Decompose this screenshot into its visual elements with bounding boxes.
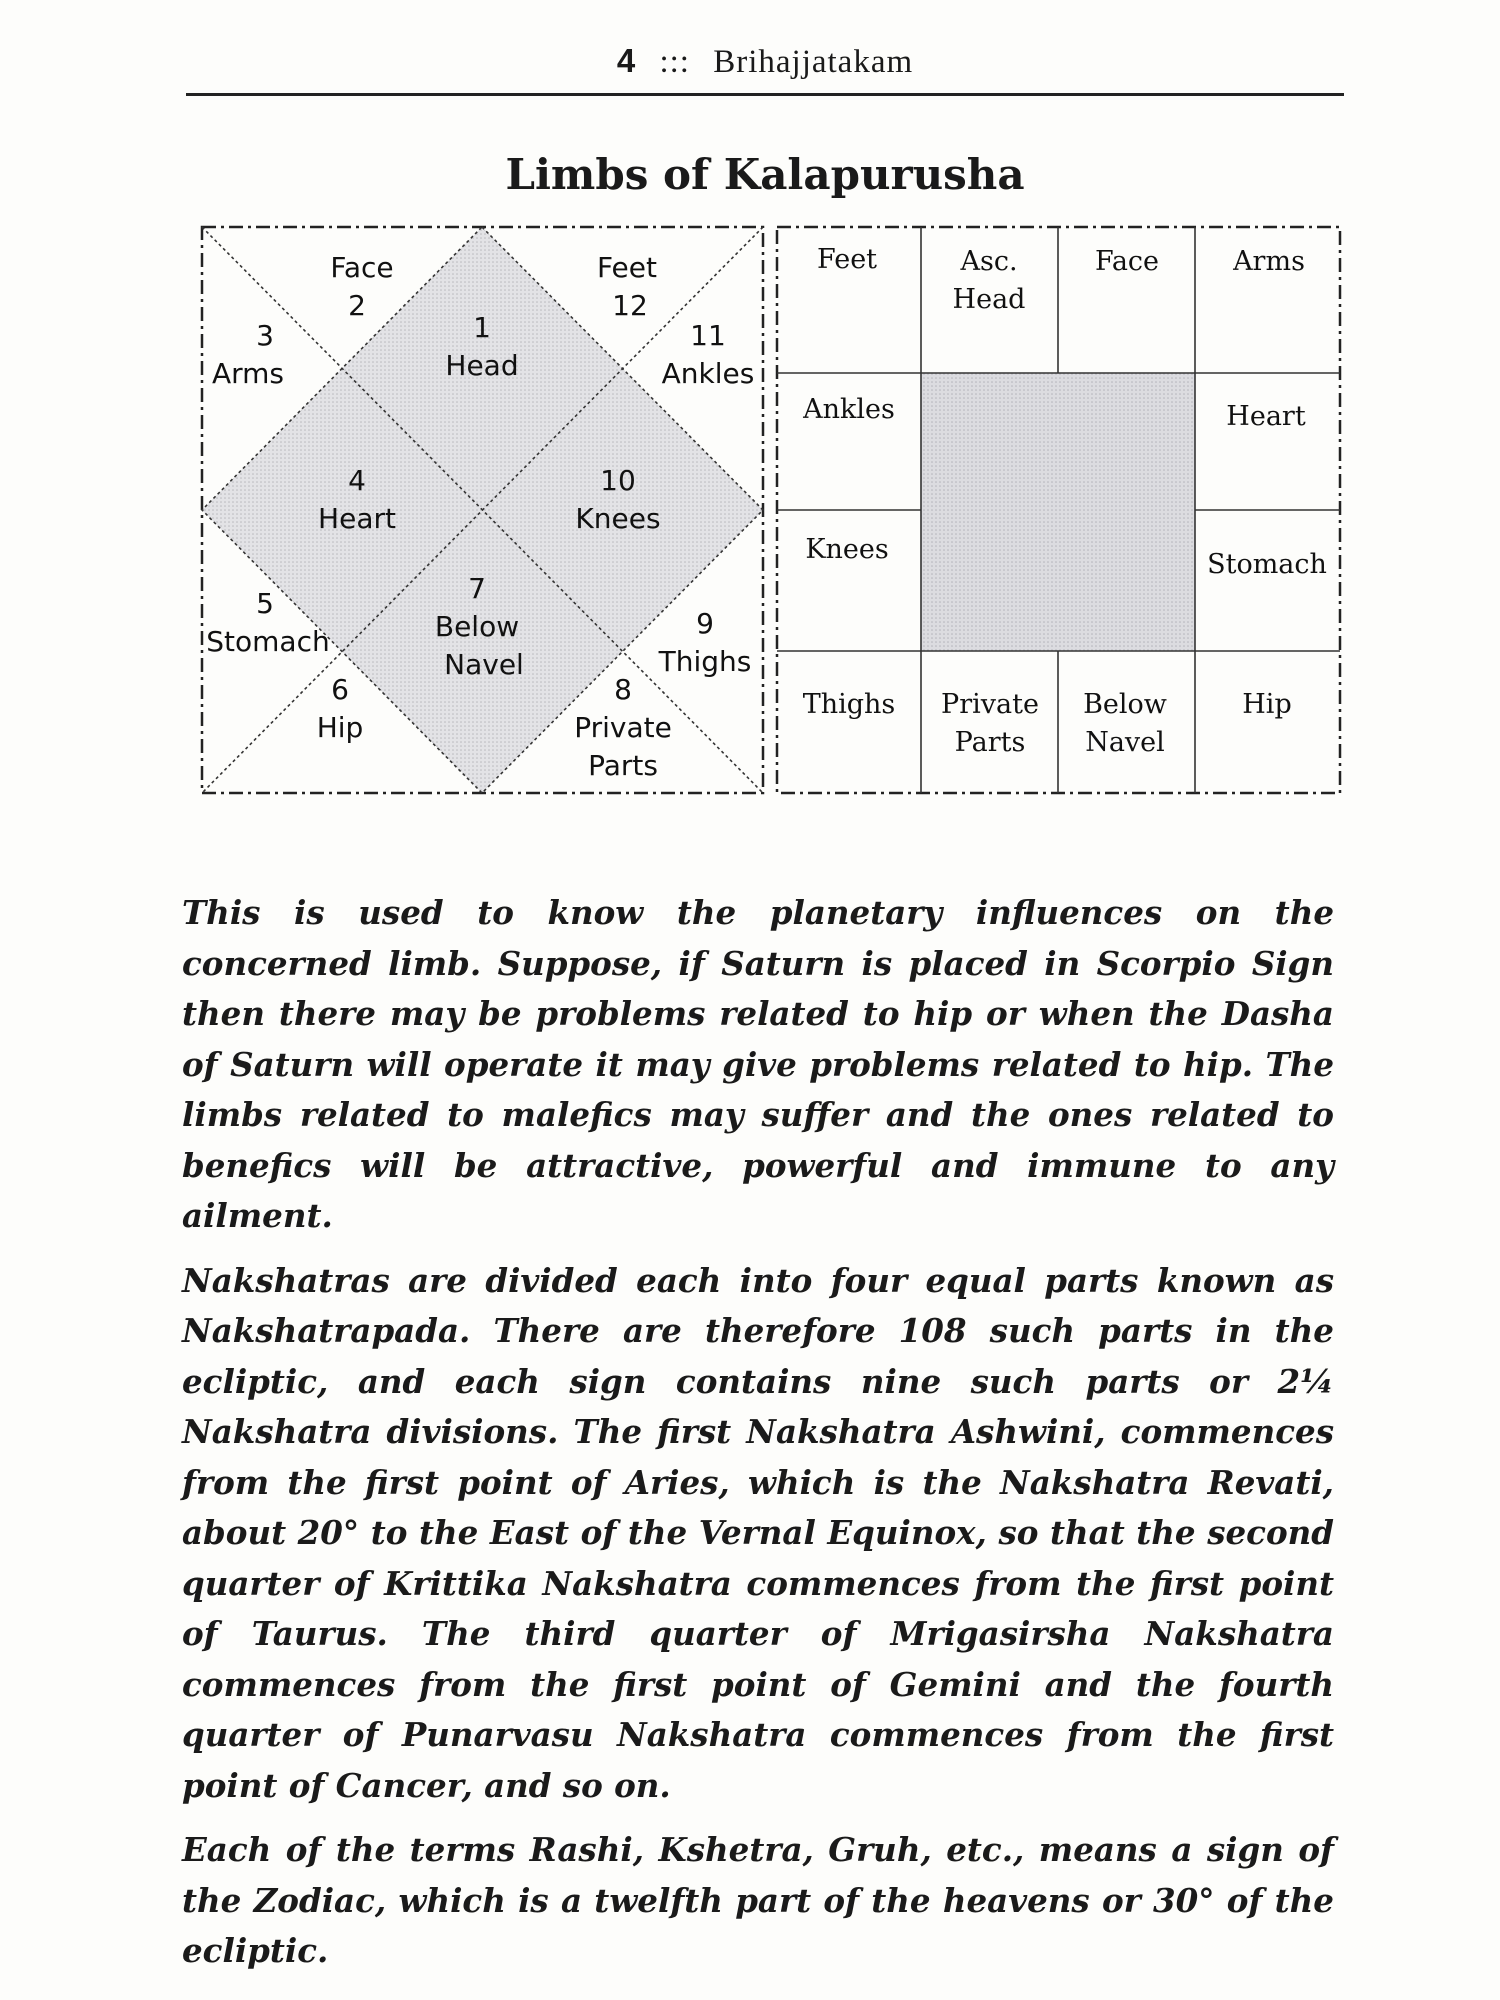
house-3-num: 3 (256, 319, 274, 352)
house-3-limb: Arms (211, 357, 285, 390)
house-9-num: 9 (696, 607, 714, 640)
cell-thighs: Thighs (802, 689, 896, 720)
house-12-limb: Feet (596, 251, 658, 284)
house-8-limb-2: Parts (588, 749, 658, 782)
cell-head: Head (952, 284, 1026, 315)
header-separator: ::: (659, 44, 690, 80)
house-10-num: 10 (600, 464, 636, 497)
house-6-num: 6 (331, 673, 349, 706)
south-indian-chart (775, 225, 1343, 795)
house-11-num: 11 (690, 319, 726, 352)
house-8-num: 8 (614, 673, 632, 706)
house-9-limb: Thighs (658, 645, 752, 678)
house-11-limb: Ankles (661, 357, 755, 390)
house-1-limb: Head (445, 349, 519, 382)
north-indian-chart (200, 225, 765, 795)
house-1-num: 1 (473, 311, 491, 344)
cell-hip: Hip (1242, 689, 1292, 720)
house-7-limb-1: Below (434, 610, 520, 643)
house-6-limb: Hip (316, 711, 364, 744)
house-2-num: 2 (348, 289, 366, 322)
cell-stomach: Stomach (1207, 549, 1327, 580)
cell-face: Face (1094, 246, 1160, 277)
book-title: Brihajjatakam (713, 44, 914, 80)
cell-navel: Navel (1085, 727, 1165, 758)
cell-heart: Heart (1226, 401, 1306, 432)
house-7-limb-2: Navel (444, 648, 524, 681)
cell-below: Below (1083, 689, 1167, 720)
chart-title: Limbs of Kalapurusha (505, 150, 1025, 199)
house-7-num: 7 (468, 572, 486, 605)
house-10-limb: Knees (575, 502, 661, 535)
house-5-limb: Stomach (206, 625, 330, 658)
house-4-limb: Heart (318, 502, 396, 535)
house-4-num: 4 (348, 464, 366, 497)
cell-arms: Arms (1233, 246, 1305, 277)
header-rule (186, 93, 1344, 96)
cell-parts: Parts (954, 727, 1026, 758)
paragraph-3: Each of the terms Rashi, Kshetra, Gruh, etc., means a sign of the Zodiac, which is a twelfth part of the heavens or 30° of the ecliptic. (182, 1830, 1334, 1970)
house-12-num: 12 (612, 289, 648, 322)
running-header (186, 42, 1344, 94)
cell-knees: Knees (805, 534, 889, 565)
page-number: 4 (616, 42, 637, 79)
house-2-limb: Face (330, 251, 394, 284)
center-shade (921, 373, 1195, 651)
house-8-limb-1: Private (574, 711, 672, 744)
house-5-num: 5 (256, 587, 274, 620)
paragraph-2: Nakshatras are divided each into four equal parts known as Nakshatrapada. There are therefore 108 such parts in the ecliptic, and each sign contains nine such parts or 2¼ Nakshatra divisions. The first Nakshatra Ashwini, commences from the first point of Aries, which is the Nakshatra Revati, about 20° to the East of the Vernal Equinox, so that the second quarter of Krittika Nakshatra commences from the first point of Taurus. The third quarter of Mrigasirsha Nakshatra commences from the first point of Gemini and the fourth quarter of Punarvasu Nakshatra commences from the first point of Cancer, and so on. (182, 1260, 1334, 1805)
cell-feet: Feet (816, 244, 878, 275)
body-text (182, 888, 1334, 1991)
cell-private: Private (941, 689, 1039, 720)
cell-asc: Asc. (960, 246, 1018, 277)
cell-ankles: Ankles (803, 394, 895, 425)
paragraph-1: This is used to know the planetary influences on the concerned limb. Suppose, if Saturn is placed in Scorpio Sign then there may be problems related to hip or when the Dasha of Saturn will operate it may give problems related to hip. The limbs related to malefics may suffer and the ones related to benefics will be attractive, powerful and immune to any ailment. (182, 893, 1334, 1235)
